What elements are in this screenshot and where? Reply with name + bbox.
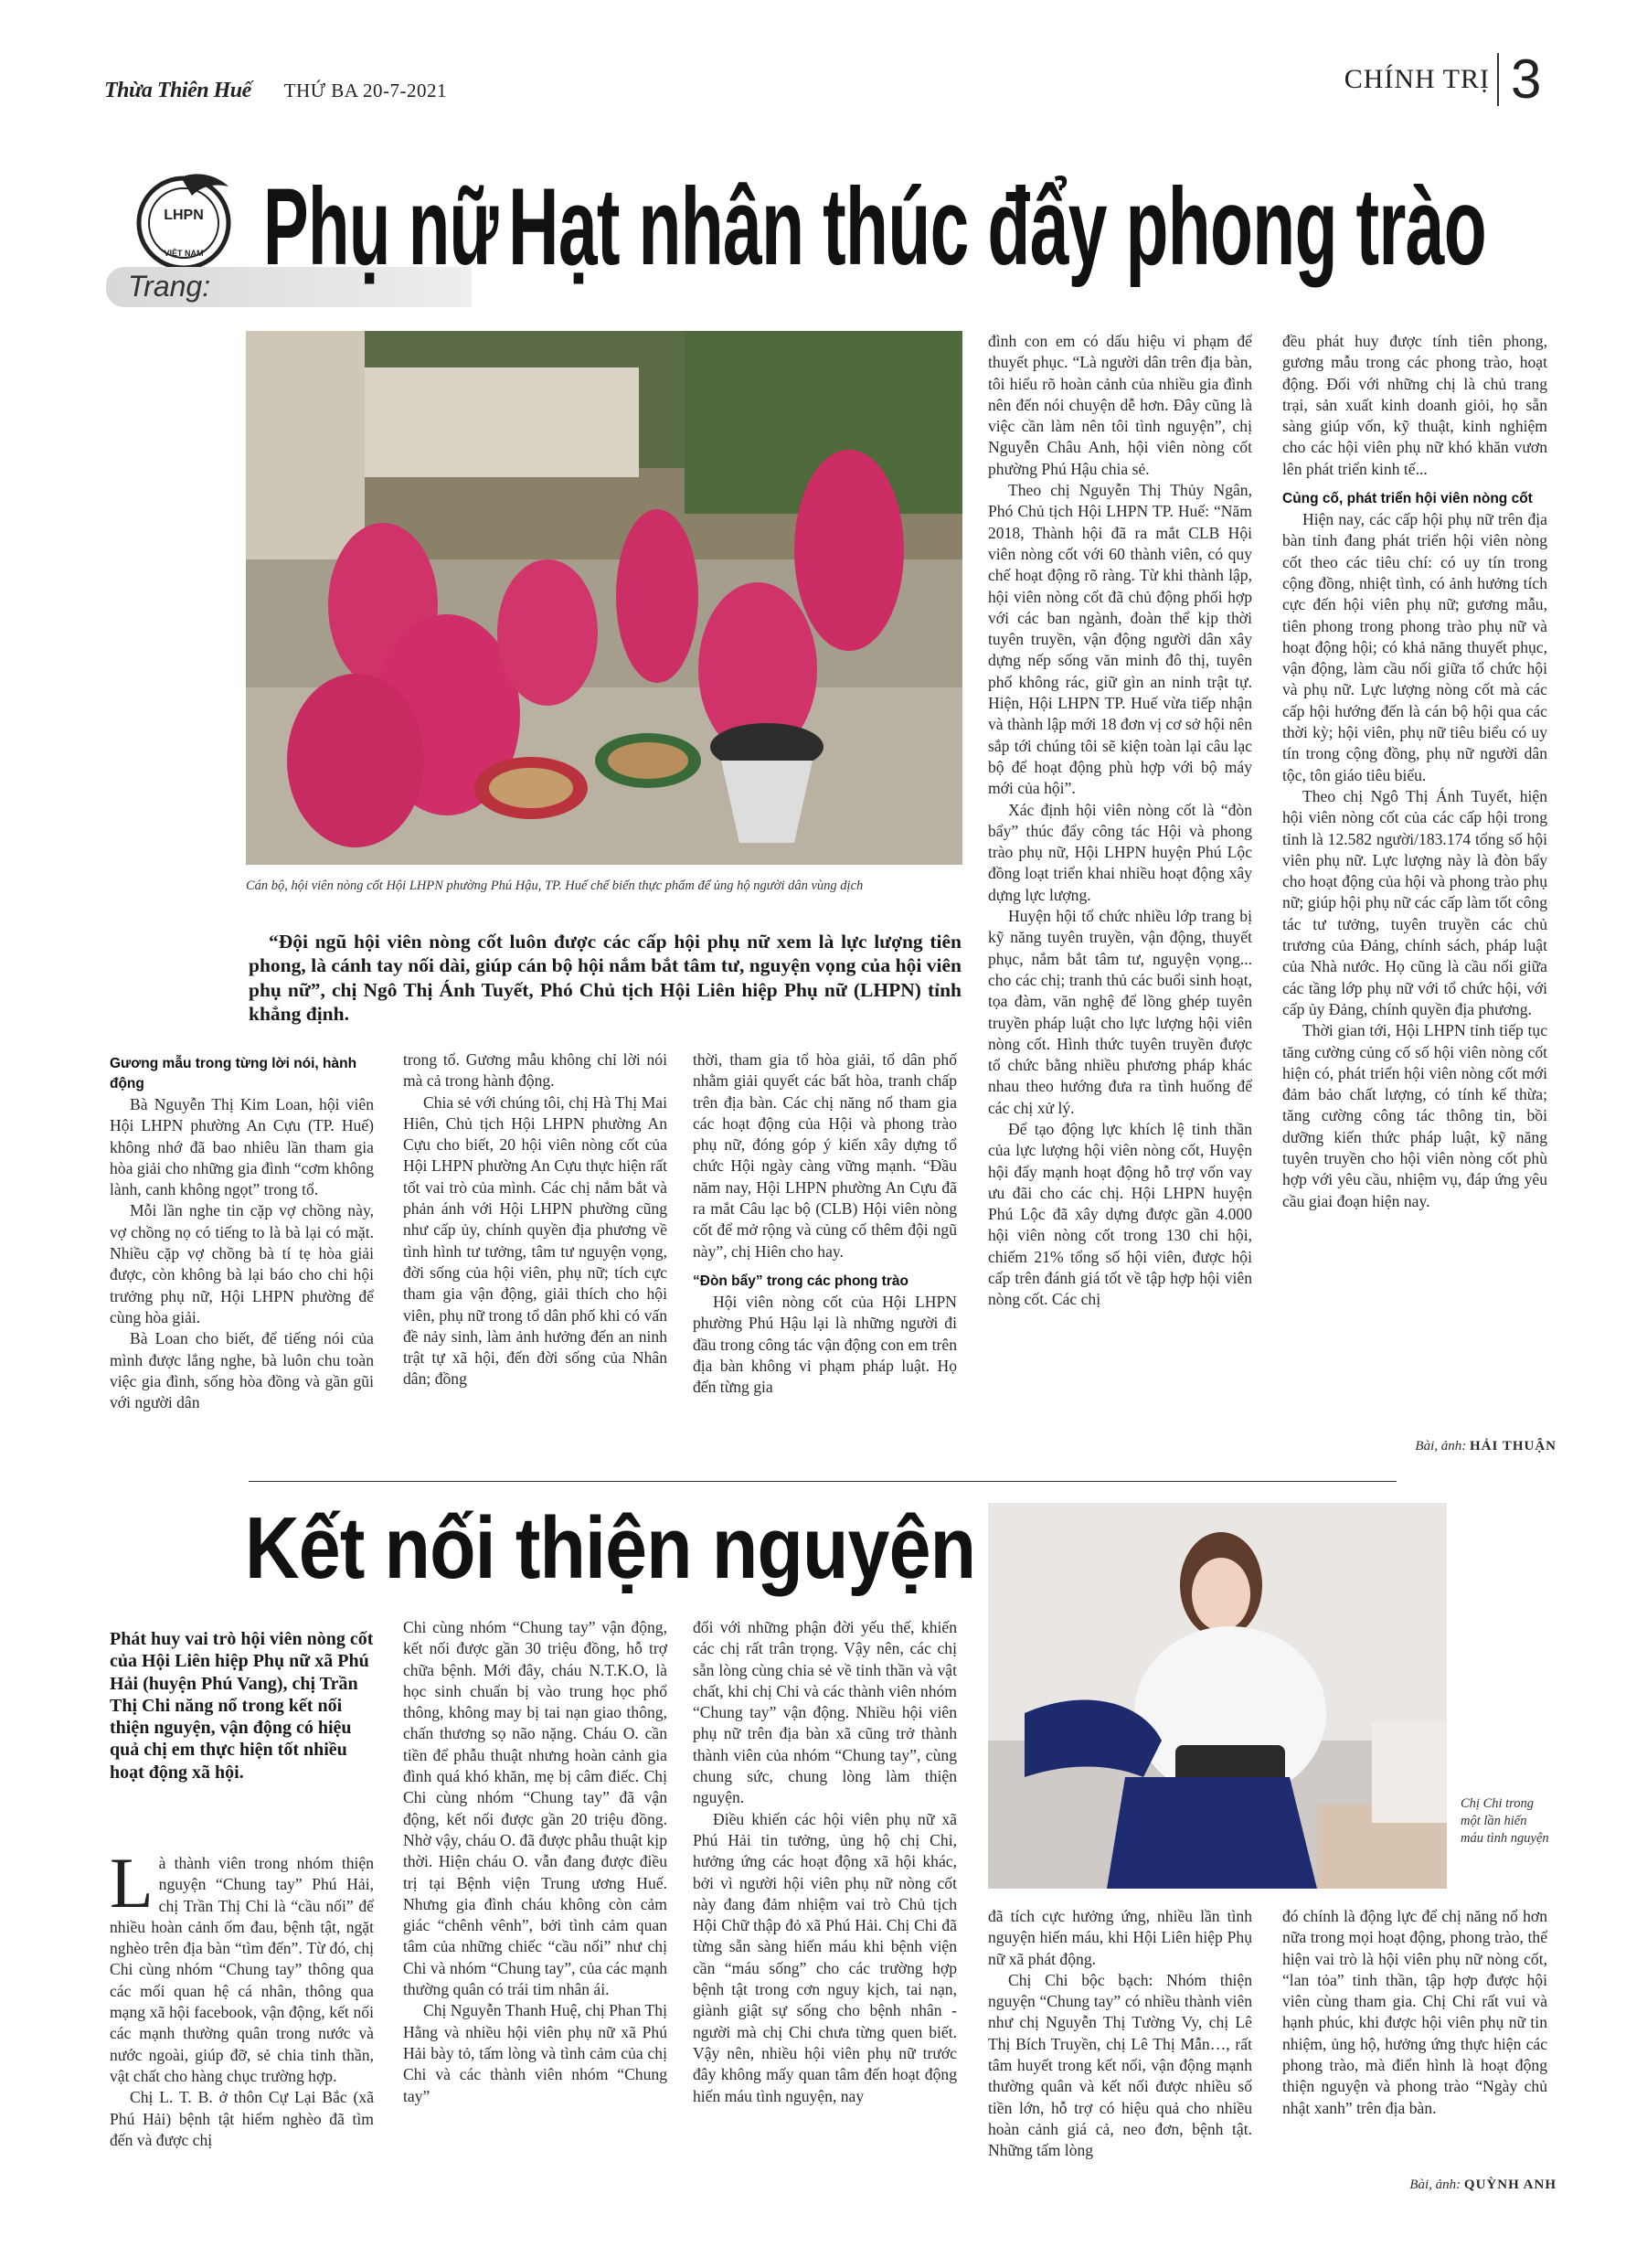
headline: Hạt nhân thúc đẩy phong trào <box>508 165 1487 288</box>
article2-col3-para: đối với những phận đời yếu thế, khiến các chị rất trân trọng. Vậy nên, các chị sẵn lòng cùng chia sẻ về tinh thần và vật chất, khi chị Chi và các thành viên nhóm “Chung tay” vận động. Nhiều hội viên phụ nữ trên địa bàn xã cũng trở thành thành viên của nhóm “Chung tay”, cùng chung sức, chung lòng làm thiện nguyện. <box>693 1618 957 1807</box>
header-divider <box>1497 53 1499 106</box>
article2-col4-para: đã tích cực hưởng ứng, nhiều lần tình nguyện hiến máu, khi Hội Liên hiệp Phụ nữ xã phát động. <box>988 1907 1252 1968</box>
article1-col5 <box>1282 331 1547 1435</box>
article1-col1-para: Mỗi lần nghe tin cặp vợ chồng này, vợ chồng nọ có tiếng to là bà lại có mặt. Nhiều cặp vợ chồng bà tí tẹ hòa giải được, còn không bà lại báo cho chi hội trưởng phụ nữ, Hội LHPN phường để cùng hòa giải. <box>110 1201 374 1326</box>
article1-col4-para: Theo chị Nguyễn Thị Thủy Ngân, Phó Chủ tịch Hội LHPN TP. Huế: “Năm 2018, Thành hội đã ra mắt CLB Hội viên nòng cốt với 60 thành viên, có quy chế hoạt động rõ ràng. Từ khi thành lập, hội viên nòng cốt đã chủ động phối hợp với các ban ngành, đoàn thể kịp thời tuyên truyền, vận động người dân xây dựng nếp sống văn minh đô thị, tuyên phố không rác, giữ gìn an ninh trật tự. Hiện, Hội LHPN TP. Huế vừa tiếp nhận và thành lập mới 18 đơn vị cơ sở hội nên sắp tới chúng tôi sẽ kiện toàn lại câu lạc bộ để hoạt động phù hợp với bộ máy mới của hội”. <box>988 481 1252 798</box>
union-logo <box>133 172 234 271</box>
article1-col1 <box>110 1049 374 1470</box>
article1-col5-para: đều phát huy được tính tiên phong, gương mẫu trong các phong trào, hoạt động. Đối với những chị là chủ trang trại, sản xuất kinh doanh giỏi, họ sẵn sàng giúp vốn, kỹ thuật, kinh nghiệm cho các hội viên phụ nữ khó khăn vươn lên phát triển kinh tế... <box>1282 332 1547 478</box>
article2-col4-para: Chị Chi bộc bạch: Nhóm thiện nguyện “Chung tay” có nhiều thành viên như chị Nguyễn Thị Tường Vy, chị Lê Thị Bích Truyền, chị Lê Thị Mẫn…, rất tâm huyết trong kết nối, vận động mạnh thường quân và kết nối được nhiều số tiền lớn, hỗ trợ có hiệu quả cho nhiều hoàn cảnh giá cả, neo đơn, bệnh tật. Những tấm lòng <box>988 1970 1252 2160</box>
article1-col4-para: đình con em có dấu hiệu vi phạm để thuyết phục. “Là người dân trên địa bàn, tôi hiểu rõ hoàn cảnh của nhiều gia đình nên đến nói chuyện dễ hơn. Đây cũng là việc cần làm nên tôi tình nguyện”, chị Nguyễn Châu Anh, hội viên nòng cốt phường Phú Hậu chia sẻ. <box>988 332 1252 478</box>
article1-col4-para: Xác định hội viên nòng cốt là “đòn bẩy” thúc đẩy công tác Hội và phong trào phụ nữ, Hội LHPN huyện Phú Lộc đồng loạt triển khai nhiều hoạt động xây dựng lực lượng. <box>988 800 1252 904</box>
article1-col5-para: Hiện nay, các cấp hội phụ nữ trên địa bàn tỉnh đang phát triển hội viên nòng cốt theo các tiêu chí: có uy tín trong cộng đồng, nhiệt tình, có ảnh hưởng tích cực đến hội viên phụ nữ; gương mẫu, tiên phong trong phong trào phụ nữ và hoạt động hội; có khả năng thuyết phục, vận động, làm cầu nối giữa tổ chức hội và phụ nữ. Lực lượng nòng cốt mà các cấp hội hướng đến là cán bộ hội qua các thời kỳ; hội viên, phụ nữ tiêu biểu có uy tín trong cộng đồng, phụ nữ người dân tộc, tôn giáo tiêu biểu. <box>1282 510 1547 784</box>
paper-name: Thừa Thiên Huế <box>104 79 251 102</box>
article2-col1-text: à thành viên trong nhóm thiện nguyện “Chung tay” Phú Hải, chị Trần Thị Chi là “cầu nối” để nhiều hoàn cảnh ốm đau, bệnh tật, ngặt nghèo trên địa bàn “tìm đến”. Từ đó, chị Chi cùng nhóm “Chung tay” thông qua các mối quan hệ cá nhân, thông qua mạng xã hội facebook, vận động, kết nối các mạnh thường quân trong nước và nước ngoài, giúp đỡ, sẻ chia tinh thần, vật chất cho hàng chục trường hợp. <box>110 1854 374 2085</box>
masthead <box>104 79 927 115</box>
article2-col1-para: Chị L. T. B. ở thôn Cự Lại Bắc (xã Phú Hải) bệnh tật hiểm nghèo đã tìm đến và được chị <box>110 2088 374 2149</box>
article2-sapo: Phát huy vai trò hội viên nòng cốt của Hội Liên hiệp Phụ nữ xã Phú Hải (huyện Phú Vang), chị Trần Thị Chi năng nổ trong kết nối thiện nguyện, vận động có hiệu quả chị em thực hiện tốt nhiều hoạt động xã hội. <box>110 1629 374 1783</box>
article1-credit <box>1282 1439 1557 1454</box>
article1-col2-para: Chia sẻ với chúng tôi, chị Hà Thị Mai Hiên, Chủ tịch Hội LHPN phường An Cựu cho biết, 20 hội viên nòng cốt của Hội LHPN phường An Cựu thực hiện rất tốt vai trò của mình. Các chị nắm bắt và phản ánh với Hội LHPN phường cũng như cấp ủy, chính quyền địa phương về tình hình tư tưởng, tâm tư nguyện vọng, đời sống của hội viên, phụ nữ; tích cực tham gia vận động, giải thích cho hội viên, phụ nữ trong tổ dân phố khi có vấn đề nảy sinh, làm ảnh hưởng đến an ninh trật tự xã hội, đến đời sống của Nhân dân; đồng <box>403 1092 667 1389</box>
article2-headline: Kết nối thiện nguyện <box>245 1499 976 1597</box>
article1-col2 <box>403 1049 667 1470</box>
article2-photo <box>988 1503 1447 1889</box>
article1-col3 <box>693 1049 957 1470</box>
article1-col3-para: thời, tham gia tổ hòa giải, tổ dân phố nhằm giải quyết các bất hòa, tranh chấp trên địa bàn. Các chị năng nổ tham gia các hoạt động của Hội và phong trào phụ nữ, đóng góp ý kiến xây dựng tổ chức Hội ngày càng vững mạnh. “Đầu năm nay, Hội LHPN phường An Cựu đã ra mắt Câu lạc bộ (CLB) Hội viên nòng cốt để mở rộng và củng cố thêm đội ngũ này”, chị Hiên cho hay. <box>693 1050 957 1261</box>
article2-col4 <box>988 1906 1252 2217</box>
article1-subhead-3: Củng cố, phát triển hội viên nòng cốt <box>1282 491 1533 507</box>
article1-col4-para: Để tạo động lực khích lệ tinh thần của lực lượng hội viên nòng cốt, Huyện hội đẩy mạnh hoạt động hỗ trợ vốn vay ưu đãi cho các chị. Hội LHPN huyện Phú Lộc đã xây dựng được gần 4.000 hội viên nòng cốt trong 130 chi hội, chiếm 21% tổng số hội viên, được hội cấp trên đánh giá tốt về tập hợp hội viên nòng cốt. Các chị <box>988 1119 1252 1309</box>
section-name: CHÍNH TRỊ <box>1344 64 1490 94</box>
article2-col5-para: đó chính là động lực để chị năng nổ hơn nữa trong mọi hoạt động, phong trào, thể hiện vai trò là hội viên phụ nữ nòng cốt, “lan tỏa” tinh thần, tập hợp được hội viên cùng tham gia. Chị Chi rất vui và hạnh phúc, khi được hội viên phụ nữ tin nhiệm, ủng hộ, hưởng ứng thực hiện các phong trào, mà điển hình là hoạt động thiện nguyện và phong trào “Ngày chủ nhật xanh” trên địa bàn. <box>1282 1907 1547 2117</box>
article1-lead: “Đội ngũ hội viên nòng cốt luôn được các cấp hội phụ nữ xem là lực lượng tiên phong, là cánh tay nối dài, giúp cán bộ hội nắm bắt tâm tư, nguyện vọng của hội viên phụ nữ”, chị Ngô Thị Ánh Tuyết, Phó Chủ tịch Hội Liên hiệp Phụ nữ (LHPN) tỉnh khẳng định. <box>249 931 962 1025</box>
article2-col3 <box>693 1617 957 2220</box>
article1-subhead-2: “Đòn bẩy” trong các phong trào <box>693 1272 909 1289</box>
article1-col1-para: Bà Nguyễn Thị Kim Loan, hội viên Hội LHPN phường An Cựu (TP. Huế) không nhớ đã bao nhiêu lần tham gia hòa giải cho những gia đình “cơm không lành, canh không ngọt” trong tổ. <box>110 1095 374 1199</box>
topic-title: Phụ nữ <box>263 165 498 288</box>
article2-photo-caption: Chị Chi trong một lần hiến máu tình nguyện <box>1461 1796 1549 1846</box>
article-divider <box>249 1481 1397 1482</box>
issue-date: THỨ BA 20-7-2021 <box>283 80 448 101</box>
article1-photo <box>246 331 962 865</box>
article1-col5-para: Thời gian tới, Hội LHPN tỉnh tiếp tục tăng cường củng cố số hội viên nòng cốt hiện có, phát triển hội viên nòng cốt mới đảm bảo chất lượng, có tính kế thừa; tăng cường công tác thông tin, bồi dưỡng kiến thức pháp luật, kỹ năng tuyên truyền cho hội viên nòng cốt phù hợp với yêu cầu, nhiệm vụ, đáp ứng yêu cầu giai đoạn hiện nay. <box>1282 1021 1547 1210</box>
article1-col5-para: Theo chị Ngô Thị Ánh Tuyết, hiện hội viên nòng cốt của các cấp hội trong tỉnh là 12.582 người/183.174 tổng số hội viên phụ nữ. Lực lượng này là đòn bẩy cho hoạt động của hội và phong trào phụ nữ; giúp hội phụ nữ các cấp làm tốt công tác tư tưởng, tuyên truyền các chủ trương của Đảng, chính sách, pháp luật của Nhà nước. Họ cũng là cầu nối giữa các tầng lớp phụ nữ với tổ chức hội, với cấp ủy Đảng, chính quyền địa phương. <box>1282 786 1547 1018</box>
article2-credit <box>1282 2177 1557 2193</box>
page-tag-label: Trang: <box>128 270 211 303</box>
article2-dropcap: L <box>110 1853 154 1922</box>
svg-text:LHPN: LHPN <box>164 208 204 223</box>
credit-label: Bài, ảnh: <box>1415 1439 1467 1453</box>
credit-author: HẢI THUẬN <box>1470 1439 1557 1453</box>
credit-author: QUỲNH ANH <box>1463 2177 1557 2192</box>
article2-col2-para: Chi cùng nhóm “Chung tay” vận động, kết nối được gần 30 triệu đồng, hỗ trợ chữa bệnh. Mới đây, cháu N.T.K.O, là học sinh chuẩn bị vào trung học phổ thông, không may bị tai nạn giao thông, chấn thương sọ não nặng. Cháu O. cần tiền để phẫu thuật nhưng hoàn cảnh gia đình quá khó khăn, mẹ bị câm điếc. Chị Chi cùng nhóm “Chung tay” đã vận động, kết nối được gần 20 triệu đồng. Nhờ vậy, cháu O. đã được phẫu thuật kịp thời. Hiện cháu O. vẫn đang được điều trị tại Bệnh viện Trung ương Huế. Nhưng gia đình cháu không còn cảm giác “chênh vênh”, bởi tình cảm quan tâm của những chiếc “cầu nối” như chị Chi và nhóm “Chung tay”, của các mạnh thường quân có trái tim nhân ái. <box>403 1618 667 1999</box>
article2-col1 <box>110 1853 374 2219</box>
svg-text:VIỆT NAM: VIỆT NAM <box>164 249 204 258</box>
article1-col3-para: Hội viên nòng cốt của Hội LHPN phường Phú Hậu lại là những người đi đầu trong công tác vận động con em trên địa bàn không vi phạm pháp luật. Họ đến từng gia <box>693 1292 957 1397</box>
article1-col4-para: Huyện hội tổ chức nhiều lớp trang bị kỹ năng tuyên truyền, vận động, thuyết phục, nắm bắt tâm tư, nguyện vọng... cho các chị; tranh thủ các buổi sinh hoạt, tọa đàm, văn nghệ để lồng ghép tuyên truyền pháp luật cho lực lượng hội viên nòng cốt. Hình thức tuyên truyền được tổ chức bằng nhiều phương pháp khác nhau theo hướng đưa ra tình huống để các chị xử lý. <box>988 907 1252 1117</box>
article1-subhead-1: Gương mẫu trong từng lời nói, hành động <box>110 1056 357 1091</box>
article2-col2 <box>403 1617 667 2220</box>
page-number: 3 <box>1511 48 1542 110</box>
article1-col2-para: trong tổ. Gương mẫu không chỉ lời nói mà cả trong hành động. <box>403 1050 667 1091</box>
article2-col1-para <box>110 1853 374 2087</box>
article2-col3-para: Điều khiến các hội viên phụ nữ xã Phú Hải tin tưởng, ủng hộ chị Chi, hưởng ứng các hoạt động xã hội khác, bởi vì người hội viên phụ nữ nòng cốt này đang đảm nhiệm vai trò Chủ tịch Hội Chữ thập đỏ xã Phú Hải. Chị Chi đã từng sẵn sàng hiến máu khi bệnh viện cần “máu sống” cho các trường hợp bệnh tật trong cơn nguy kịch, tai nạn, giành giật sự sống cho bệnh nhân - người mà chị Chi chưa từng quen biết. Vậy nên, nhiều hội viên phụ nữ trước đây không mấy quan tâm đến hoạt động hiến máu tình nguyện, nay <box>693 1809 957 2105</box>
article1-photo-caption: Cán bộ, hội viên nòng cốt Hội LHPN phường Phú Hậu, TP. Huế chế biến thực phẩm để ủng hộ người dân vùng dịch <box>246 878 864 893</box>
article1-col4 <box>988 331 1252 1470</box>
article1-col1-para: Bà Loan cho biết, để tiếng nói của mình được lắng nghe, bà luôn chu toàn việc gia đình, sống hòa đồng và gần gũi với người dân <box>110 1329 374 1412</box>
article2-col5 <box>1282 1906 1547 2135</box>
article2-col2-para: Chị Nguyễn Thanh Huệ, chị Phan Thị Hằng và nhiều hội viên phụ nữ xã Phú Hải bày tỏ, tấm lòng và tình cảm của chị Chi và các thành viên nhóm “Chung tay” <box>403 2001 667 2105</box>
credit-label: Bài, ảnh: <box>1409 2177 1461 2192</box>
